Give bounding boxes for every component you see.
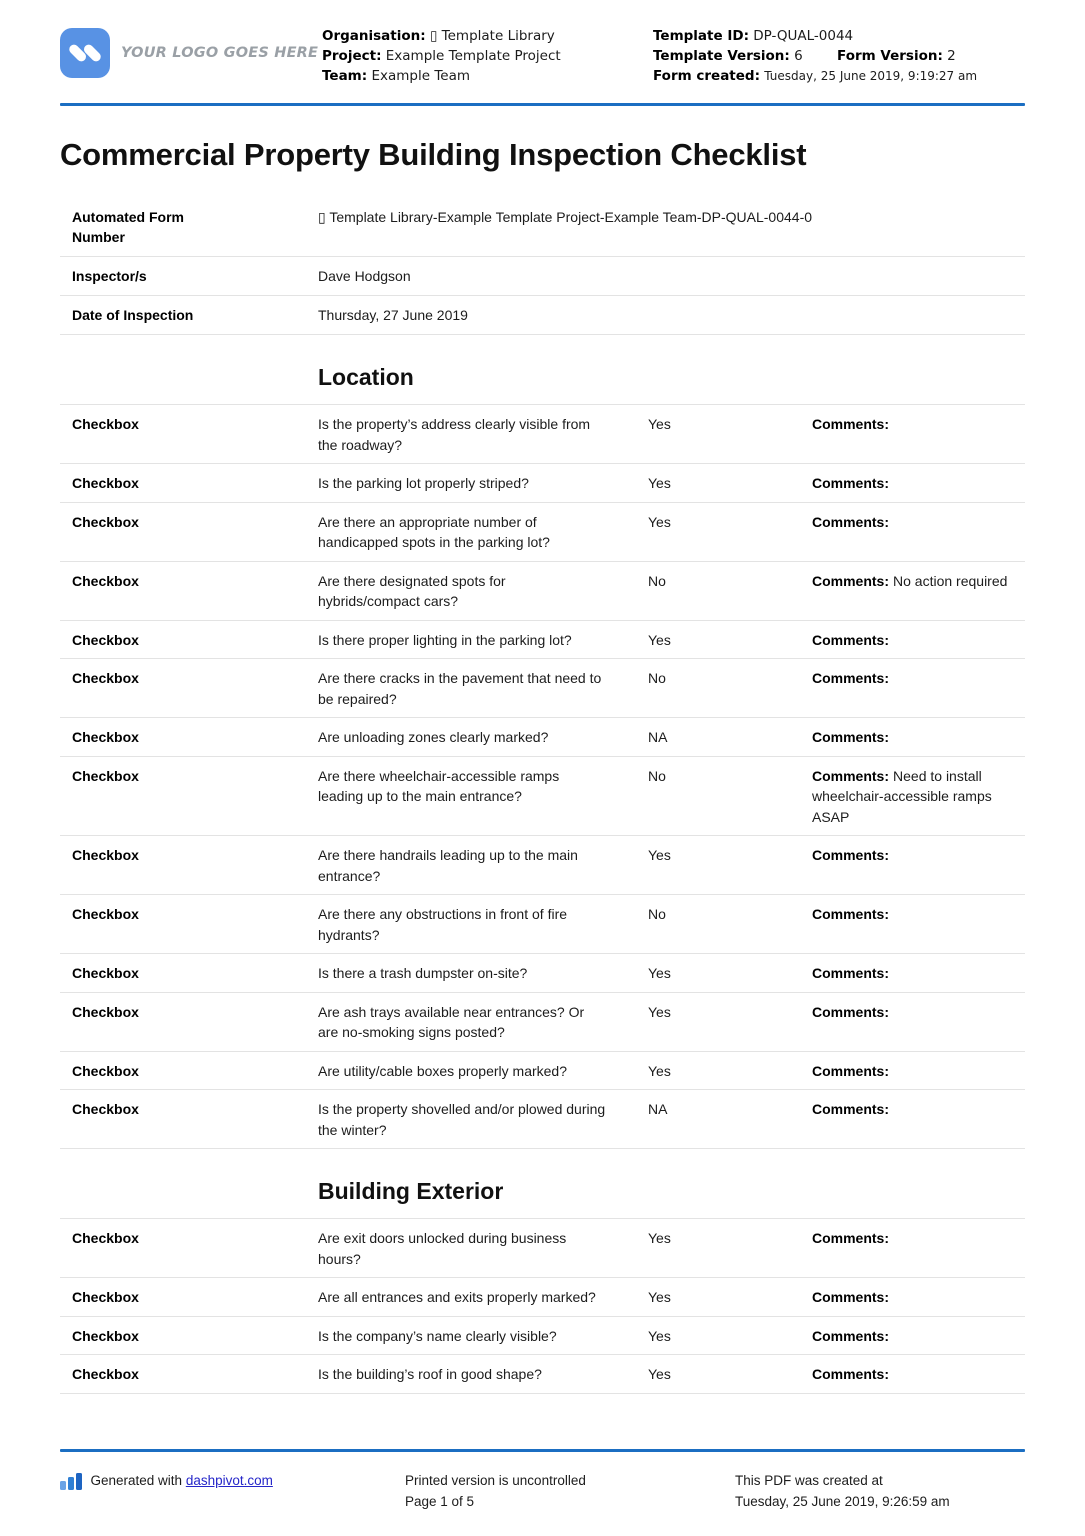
form-created-line — [653, 66, 1025, 86]
generated-with-text — [91, 1470, 273, 1491]
row-question: Is the building’s roof in good shape? — [318, 1366, 542, 1382]
section-title: Location — [318, 364, 414, 390]
form-version-label: Form Version: — [837, 48, 943, 64]
inspection-date-value: Thursday, 27 June 2019 — [318, 307, 468, 323]
row-question: Is the parking lot properly striped? — [318, 475, 529, 491]
row-answer: Yes — [648, 1366, 671, 1382]
checklist-row — [60, 1278, 1025, 1317]
row-comments — [812, 845, 1025, 886]
footer-generated — [60, 1470, 405, 1491]
inspection-date-label: Date of Inspection — [72, 307, 194, 323]
comments-label: Comments: — [812, 965, 890, 981]
row-type-label: Checkbox — [72, 1366, 139, 1382]
row-comments — [812, 1002, 1025, 1043]
row-answer: Yes — [648, 1062, 671, 1079]
row-comments — [812, 1228, 1025, 1269]
checklist-row — [60, 718, 1025, 757]
comments-label: Comments: — [812, 767, 890, 784]
project-value: Example Template Project — [385, 48, 561, 64]
row-question: Are utility/cable boxes properly marked? — [318, 1062, 568, 1079]
row-question: Is the property’s address clearly visible from the roadway? — [318, 416, 591, 453]
printed-version-text: Printed version is uncontrolled — [405, 1473, 586, 1488]
template-id-value: DP-QUAL-0044 — [753, 28, 854, 44]
comments-label: Comments: — [812, 670, 890, 686]
row-answer: No — [648, 906, 666, 922]
row-type-label: Checkbox — [72, 1003, 139, 1020]
row-answer: NA — [648, 1101, 668, 1117]
row-comments — [812, 1364, 1025, 1385]
checklist-row — [60, 1219, 1025, 1278]
automated-form-number-label: Automated Form Number — [72, 209, 184, 245]
row-comments — [812, 963, 1025, 984]
row-question: Are there designated spots for hybrids/compact cars? — [318, 572, 506, 609]
template-id-label: Template ID: — [653, 28, 749, 44]
versions-line — [653, 46, 1025, 66]
project-line — [322, 46, 653, 66]
row-question: Are there handrails leading up to the main entrance? — [318, 847, 578, 884]
row-type-label: Checkbox — [72, 1327, 139, 1344]
header-meta-left — [322, 26, 653, 86]
row-question: Is there proper lighting in the parking lot? — [318, 631, 572, 648]
row-comments — [812, 571, 1025, 612]
checklist-row — [60, 1052, 1025, 1091]
row-comments — [812, 668, 1025, 709]
row-answer: Yes — [648, 1230, 671, 1246]
row-type-label: Checkbox — [72, 906, 139, 922]
checklist-row — [60, 993, 1025, 1052]
form-created-label: Form created: — [653, 68, 760, 84]
row-comments — [812, 1061, 1025, 1082]
comments-label: Comments: — [812, 1003, 890, 1020]
team-line — [322, 66, 653, 86]
section-rows — [60, 1218, 1025, 1394]
checklist-row — [60, 621, 1025, 660]
row-question: Are ash trays available near entrances? Or are no-smoking signs posted? — [318, 1003, 585, 1040]
row-answer: Yes — [648, 475, 671, 491]
checklist-row — [60, 503, 1025, 562]
comments-label: Comments: — [812, 416, 890, 432]
organisation-line — [322, 26, 653, 46]
automated-form-number-value: ▯ Template Library-Example Template Project-Example Team-DP-QUAL-0044-0 — [318, 209, 813, 225]
checklist-sections — [60, 364, 1025, 1394]
comments-label: Comments: — [812, 572, 890, 589]
row-question: Is there a trash dumpster on-site? — [318, 965, 528, 981]
row-type-label: Checkbox — [72, 416, 139, 432]
form-info-row-inspection-date — [60, 296, 1025, 335]
row-answer: Yes — [648, 1003, 671, 1020]
row-type-label: Checkbox — [72, 670, 139, 686]
checklist-section — [60, 364, 1025, 1149]
row-answer: No — [648, 572, 666, 589]
footer-printed-note — [405, 1470, 735, 1512]
row-answer: Yes — [648, 847, 671, 863]
logo-placeholder-text: YOUR LOGO GOES HERE — [121, 45, 319, 61]
comments-value: No action required — [893, 572, 1008, 589]
template-version-label: Template Version: — [653, 48, 790, 64]
section-rows — [60, 404, 1025, 1149]
page-number-text: Page 1 of 5 — [405, 1494, 475, 1509]
checklist-row — [60, 1355, 1025, 1394]
row-type-label: Checkbox — [72, 475, 139, 491]
comments-label: Comments: — [812, 1327, 890, 1344]
form-version-value: 2 — [947, 48, 956, 64]
comments-label: Comments: — [812, 847, 890, 863]
footer-created — [735, 1470, 1025, 1512]
checklist-row — [60, 757, 1025, 837]
organisation-value: ▯ Template Library — [429, 28, 555, 44]
header-meta-right — [653, 26, 1025, 86]
row-question: Are unloading zones clearly marked? — [318, 729, 549, 745]
row-type-label: Checkbox — [72, 729, 139, 745]
checklist-row — [60, 405, 1025, 464]
row-question: Are there cracks in the pavement that need to be repaired? — [318, 670, 602, 707]
pdf-created-line2: Tuesday, 25 June 2019, 9:26:59 am — [735, 1494, 950, 1509]
form-info-table — [60, 198, 1025, 335]
comments-label: Comments: — [812, 729, 890, 745]
comments-label: Comments: — [812, 1366, 890, 1382]
page-header — [60, 26, 1025, 86]
row-comments — [812, 766, 1025, 828]
dashpivot-bars-icon — [60, 1473, 82, 1490]
checklist-row — [60, 464, 1025, 503]
template-id-line — [653, 26, 1025, 46]
comments-label: Comments: — [812, 1230, 890, 1246]
row-type-label: Checkbox — [72, 631, 139, 648]
checklist-row — [60, 895, 1025, 954]
form-created-value: Tuesday, 25 June 2019, 9:19:27 am — [764, 69, 978, 83]
row-question: Are there any obstructions in front of fire hydrants? — [318, 906, 568, 943]
checklist-section — [60, 1178, 1025, 1394]
row-comments — [812, 904, 1025, 945]
row-answer: Yes — [648, 1327, 671, 1344]
row-type-label: Checkbox — [72, 1230, 139, 1246]
row-comments — [812, 630, 1025, 651]
comments-label: Comments: — [812, 1101, 890, 1117]
row-question: Are there wheelchair-accessible ramps leading up to the main entrance? — [318, 767, 560, 804]
dashpivot-link[interactable]: dashpivot.com — [185, 1473, 273, 1488]
row-type-label: Checkbox — [72, 1062, 139, 1079]
row-answer: Yes — [648, 1289, 671, 1305]
company-logo-icon — [60, 28, 110, 78]
organisation-label: Organisation: — [322, 28, 426, 44]
row-question: Is the property shovelled and/or plowed during the winter? — [318, 1101, 606, 1138]
logo — [60, 26, 322, 78]
row-comments — [812, 1287, 1025, 1308]
checklist-row — [60, 659, 1025, 718]
row-comments — [812, 1099, 1025, 1140]
row-type-label: Checkbox — [72, 513, 139, 530]
footer-columns — [60, 1470, 1025, 1512]
row-comments — [812, 414, 1025, 455]
row-answer: Yes — [648, 965, 671, 981]
comments-label: Comments: — [812, 513, 890, 530]
row-question: Are there an appropriate number of handicapped spots in the parking lot? — [318, 513, 550, 550]
section-title: Building Exterior — [318, 1178, 504, 1204]
row-type-label: Checkbox — [72, 1101, 139, 1117]
comments-label: Comments: — [812, 475, 890, 491]
comments-label: Comments: — [812, 1289, 890, 1305]
row-comments — [812, 1326, 1025, 1347]
row-question: Are all entrances and exits properly marked? — [318, 1289, 596, 1305]
comments-label: Comments: — [812, 906, 890, 922]
page-title: Commercial Property Building Inspection Checklist — [60, 137, 807, 172]
form-info-row-inspectors — [60, 257, 1025, 296]
comments-label: Comments: — [812, 1062, 890, 1079]
row-answer: Yes — [648, 513, 671, 530]
template-version-value: 6 — [794, 48, 803, 64]
team-value: Example Team — [371, 68, 470, 84]
row-comments — [812, 512, 1025, 553]
footer-divider — [60, 1449, 1025, 1452]
project-label: Project: — [322, 48, 382, 64]
inspectors-value: Dave Hodgson — [318, 268, 411, 284]
row-type-label: Checkbox — [72, 847, 139, 863]
form-info-row-automated-number — [60, 198, 1025, 257]
row-type-label: Checkbox — [72, 965, 139, 981]
row-answer: Yes — [648, 631, 671, 648]
row-answer: NA — [648, 729, 668, 745]
row-answer: Yes — [648, 416, 671, 432]
checklist-row — [60, 836, 1025, 895]
checklist-row — [60, 1317, 1025, 1356]
row-answer: No — [648, 767, 666, 784]
row-question: Are exit doors unlocked during business hours? — [318, 1230, 567, 1267]
header-divider — [60, 103, 1025, 106]
checklist-row — [60, 562, 1025, 621]
inspectors-label: Inspector/s — [72, 268, 147, 284]
row-question: Is the company’s name clearly visible? — [318, 1327, 557, 1344]
checklist-row — [60, 954, 1025, 993]
comments-value: Need to install wheelchair-accessible ramps ASAP — [812, 767, 992, 825]
row-comments — [812, 473, 1025, 494]
checklist-row — [60, 1090, 1025, 1149]
row-type-label: Checkbox — [72, 1289, 139, 1305]
generated-prefix: Generated with — [90, 1473, 186, 1488]
team-label: Team: — [322, 68, 368, 84]
row-type-label: Checkbox — [72, 767, 139, 784]
pdf-created-line1: This PDF was created at — [735, 1473, 883, 1488]
comments-label: Comments: — [812, 631, 890, 648]
row-type-label: Checkbox — [72, 572, 139, 589]
row-comments — [812, 727, 1025, 748]
row-answer: No — [648, 670, 666, 686]
page-footer — [60, 1449, 1025, 1536]
